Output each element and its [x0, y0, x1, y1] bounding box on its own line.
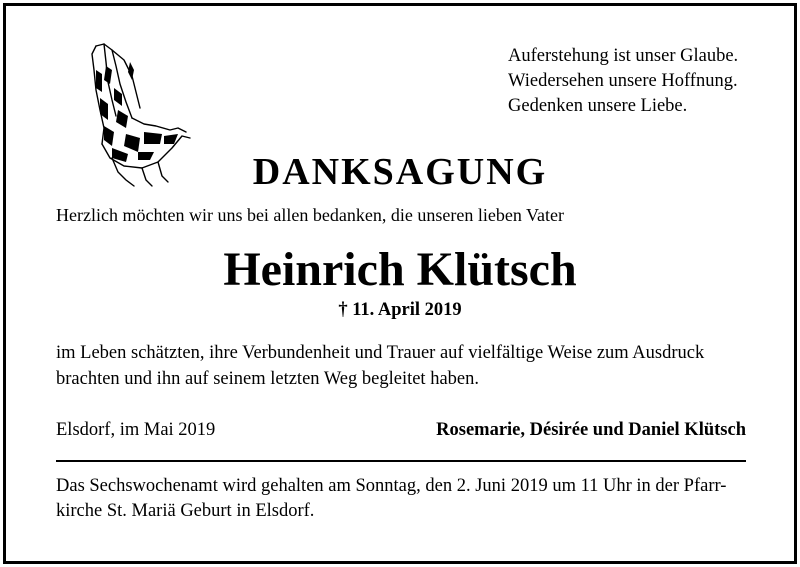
place-date: Elsdorf, im Mai 2019 [56, 420, 216, 440]
body-line: im Leben schätzten, ihre Verbundenheit und Trauer auf vielfältige Weise zum Ausdruck [56, 343, 705, 363]
body-line: brachten und ihn auf seinem letzten Weg begleitet haben. [56, 369, 479, 389]
intro-text: Herzlich möchten wir uns bei allen bedanken, die unseren lieben Vater [56, 205, 564, 225]
motto-verse [508, 44, 738, 119]
thanks-body [56, 340, 704, 392]
motto-line: Gedenken unsere Liebe. [508, 96, 688, 116]
divider [56, 460, 746, 462]
notice-line: Das Sechswochenamt wird gehalten am Sonntag, den 2. Juni 2019 um 11 Uhr in der Pfarr- [56, 476, 727, 496]
mass-notice [56, 474, 726, 524]
motto-line: Auferstehung ist unser Glaube. [508, 46, 739, 66]
motto-line: Wiedersehen unsere Hoffnung. [508, 71, 738, 91]
deceased-name: Heinrich Klütsch [223, 243, 577, 296]
notice-line: kirche St. Mariä Geburt in Elsdorf. [56, 501, 315, 521]
death-date: † 11. April 2019 [338, 300, 462, 320]
family-signature: Rosemarie, Désirée und Daniel Klütsch [436, 420, 746, 440]
page-title: DANKSAGUNG [252, 151, 548, 193]
